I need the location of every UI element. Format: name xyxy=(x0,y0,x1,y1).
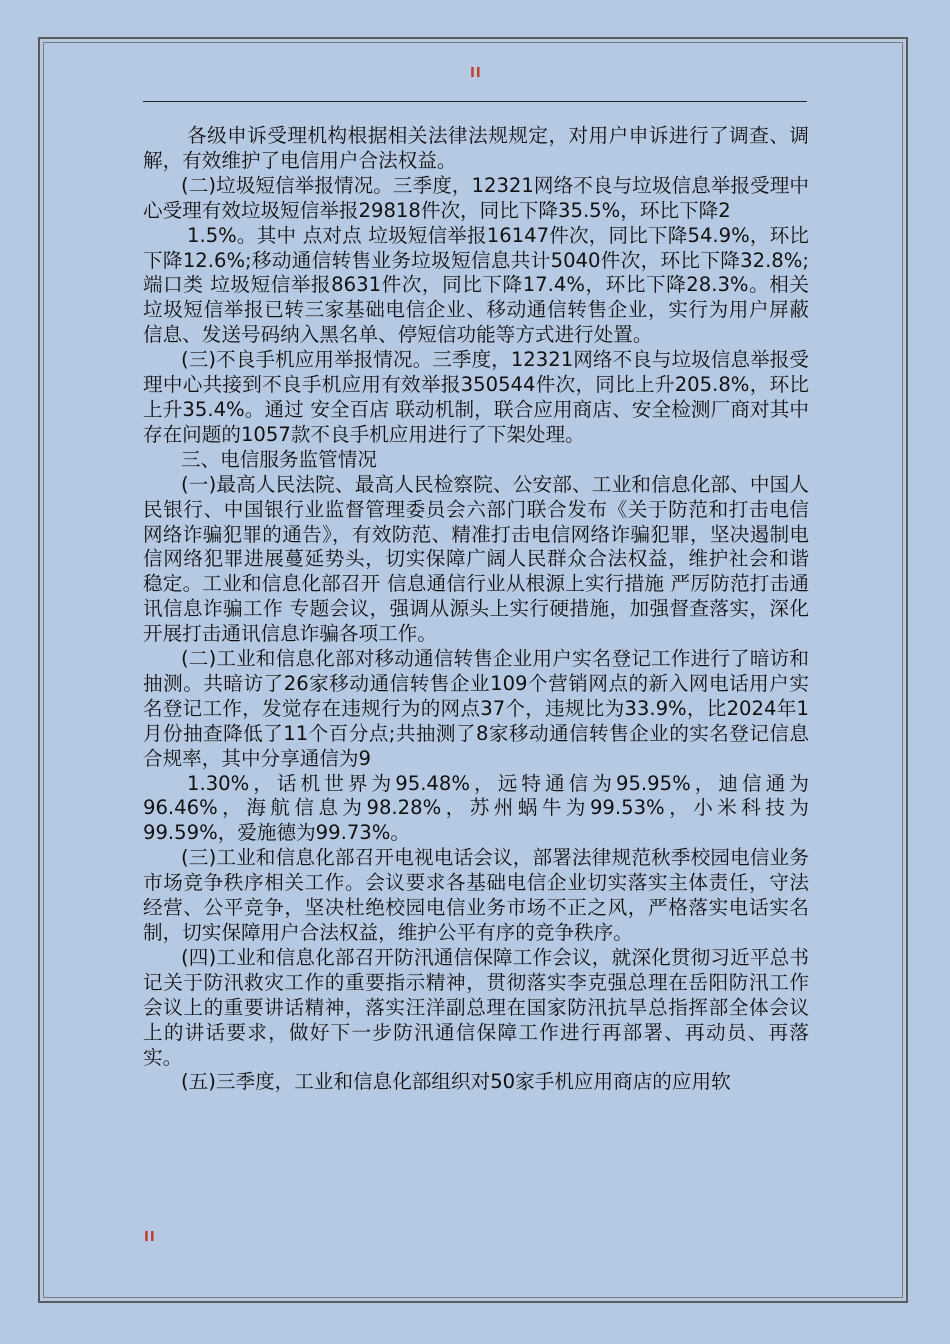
paragraph-fraud-notice: (一)最高人民法院、最高人民检察院、公安部、工业和信息化部、中国人民银行、中国银行业监督管理委员会六部门联合发布《关于防范和打击电信网络诈骗犯罪的通告》，有效防范、精准打击电信网络诈骗犯罪，坚决遏制电信网络犯罪进展蔓延势头，切实保障广阔人民群众合法权益，维护社会和谐稳定。工业和信息化部召开 信息通信行业从根源上实行措施 严厉防范打击通讯信息诈骗工作 专题会议，强调从源头上实行硬措施，加强督查落实，深化开展打击通讯信息诈骗各项工作。 xyxy=(143,472,809,646)
paragraph-spam-sms: (二)垃圾短信举报情况。三季度，12321网络不良与垃圾信息举报受理中心受理有效垃圾短信举报29818件次，同比下降35.5%，环比下降2 xyxy=(143,173,809,222)
paragraph-flood-communications: (四)工业和信息化部召开防汛通信保障工作会议，就深化贯彻习近平总书记关于防汛救灾工作的重要指示精神，贯彻落实李克强总理在岳阳防汛工作会议上的重要讲话精神，落实汪洋副总理在国家防汛抗旱总指挥部全体会议上的讲话要求，做好下一步防汛通信保障工作进行再部署、再动员、再落实。 xyxy=(143,945,809,1069)
paragraph-real-name-audit: (二)工业和信息化部对移动通信转售企业用户实名登记工作进行了暗访和抽测。共暗访了26家移动通信转售企业109个营销网点的新入网电话用户实名登记工作，发觉存在违规行为的网点37个，违规比为33.9%，比2024年1月份抽查降低了11个百分点;共抽测了8家移动通信转售企业的实名登记信息合规率，其中分享通信为9 xyxy=(143,647,809,770)
footer-mark: II xyxy=(144,1230,156,1245)
document-body xyxy=(143,124,809,1095)
section-heading-telecom-supervision: 三、电信服务监管情况 xyxy=(181,447,377,471)
paragraph-bad-apps: (三)不良手机应用举报情况。三季度，12321网络不良与垃圾信息举报受理中心共接到不良手机应用有效举报350544件次，同比上升205.8%，环比上升35.4%。通过 安全百店 联动机制，联合应用商店、安全检测厂商对其中存在问题的1057款不良手机应用进行了下架处理。 xyxy=(143,348,809,446)
paragraph-campus-market: (三)工业和信息化部召开电视电话会议，部署法律规范秋季校园电信业务市场竞争秩序相关工作。会议要求各基础电信企业切实落实主体责任，守法经营、公平竞争，坚决杜绝校园电信业务市场不正之风，严格落实电话实名制，切实保障用户合法权益，维护公平有序的竞争秩序。 xyxy=(143,846,809,944)
paragraph-app-stores: (五)三季度，工业和信息化部组织对50家手机应用商店的应用软 xyxy=(181,1070,731,1094)
paragraph-complaints: 各级申诉受理机构根据相关法律法规规定，对用户申诉进行了调查、调解，有效维护了电信用户合法权益。 xyxy=(143,124,809,172)
paragraph-compliance-rates: 1.30%，话机世界为95.48%，远特通信为95.95%，迪信通为96.46%，海航信息为98.28%，苏州蜗牛为99.53%，小米科技为99.59%，爱施德为99.73%。 xyxy=(143,771,809,845)
paragraph-spam-sms-continued: 1.5%。其中 点对点 垃圾短信举报16147件次，同比下降54.9%，环比下降12.6%;移动通信转售业务垃圾短信息共计5040件次，环比下降32.8%; 端口类 垃圾短信举报8631件次，同比下降17.4%，环比下降28.3%。相关垃圾短信举报已转三家基础电信企业、移动通信转售企业，实行为用户屏蔽信息、发送号码纳入黑名单、停短信功能等方式进行处置。 xyxy=(143,223,809,347)
header-mark: II xyxy=(470,66,482,81)
header-rule xyxy=(143,101,807,102)
